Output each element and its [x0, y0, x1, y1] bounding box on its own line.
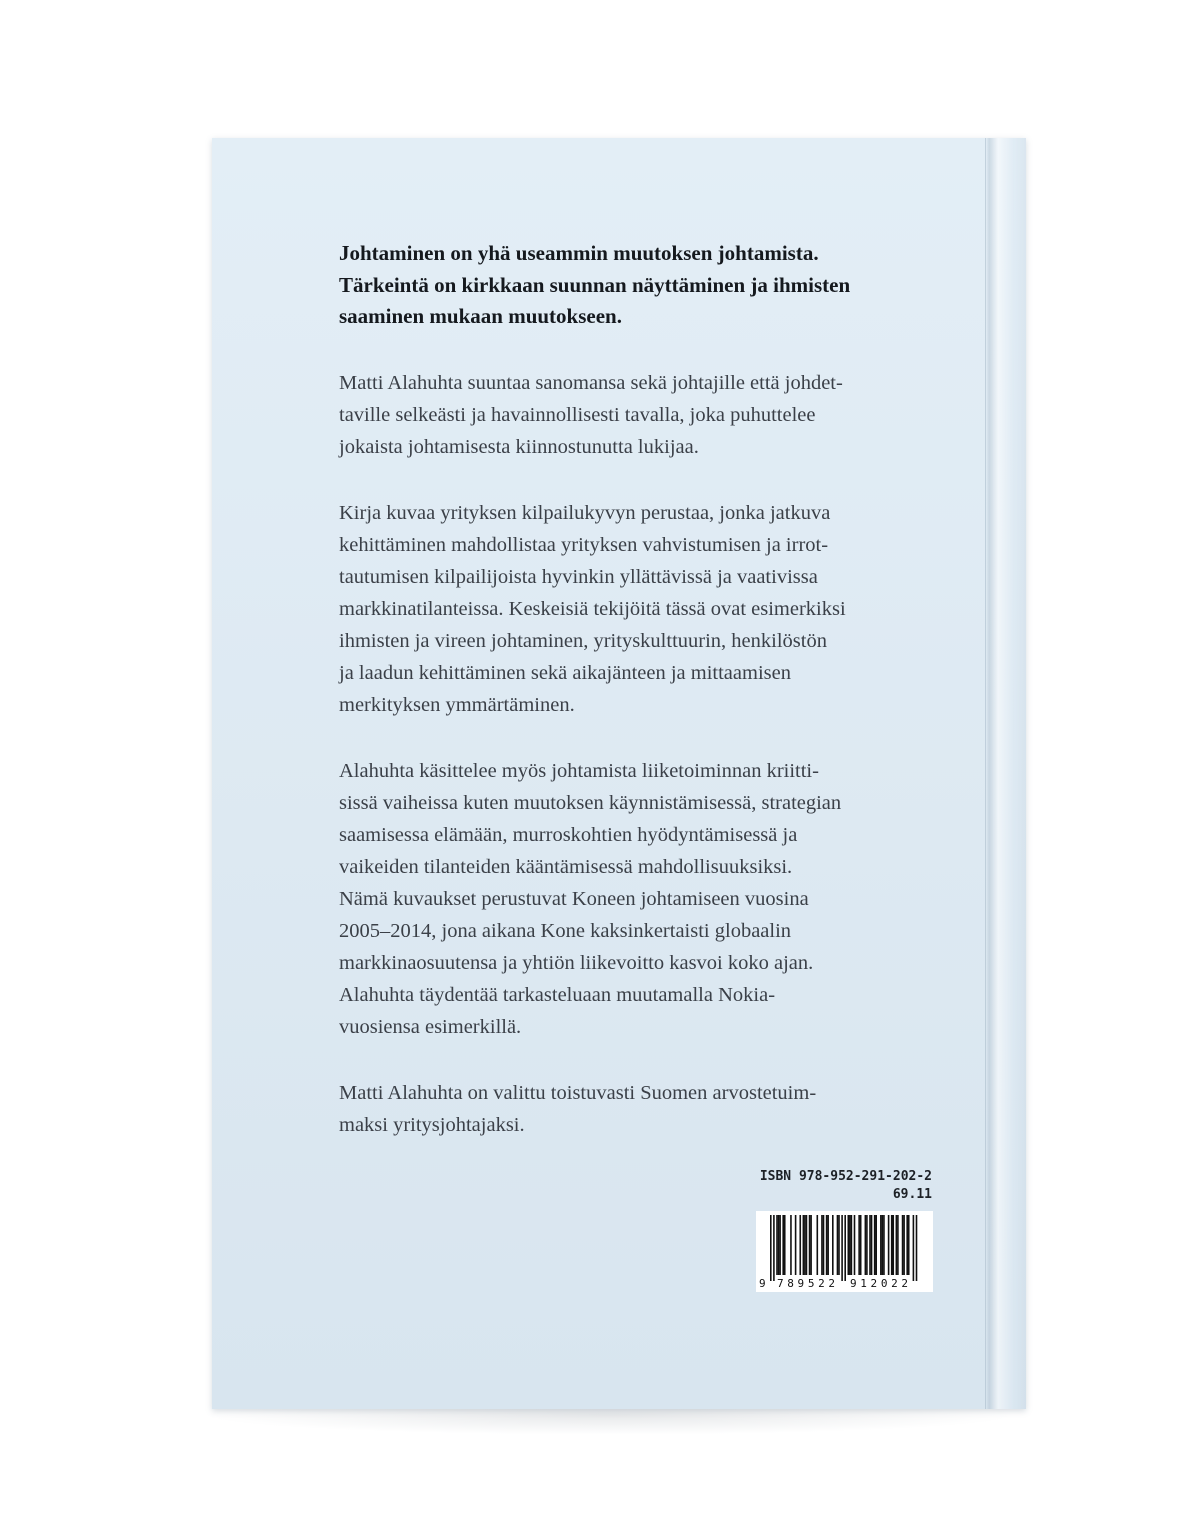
barcode-bar: [844, 1215, 846, 1281]
barcode: [756, 1211, 933, 1292]
text-line: ihmisten ja vireen johtaminen, yrityskulttuurin, henkilöstön: [339, 629, 827, 652]
text-line: saamisessa elämään, murroskohtien hyödyntämisessä ja: [339, 823, 798, 846]
barcode-bar: [896, 1215, 898, 1275]
cover-hinge: [985, 138, 1026, 1409]
text-line: Matti Alahuhta on valittu toistuvasti Suomen arvostetuim-: [339, 1081, 817, 1104]
barcode-bar: [908, 1215, 910, 1275]
isbn-block: [752, 1168, 932, 1204]
barcode-bar: [903, 1215, 905, 1275]
barcode-bar: [817, 1215, 819, 1275]
text-line: Nämä kuvaukset perustuvat Koneen johtamiseen vuosina: [339, 887, 809, 910]
barcode-bar: [888, 1215, 890, 1275]
barcode-bar: [860, 1215, 862, 1275]
barcode-bar: [848, 1215, 850, 1275]
barcode-bar: [784, 1215, 786, 1275]
lead-paragraph: [339, 238, 979, 333]
barcode-bar: [795, 1215, 797, 1275]
barcode-bar: [810, 1215, 812, 1275]
text-line: markkinaosuutensa ja yhtiön liikevoitto kasvoi koko ajan.: [339, 951, 814, 974]
paragraph-3: [339, 755, 979, 1043]
barcode-bar: [773, 1215, 775, 1281]
text-line: Kirja kuvaa yrityksen kilpailukyvyn perustaa, jonka jatkuva: [339, 501, 831, 524]
barcode-bar: [803, 1215, 805, 1275]
barcode-bar: [838, 1215, 840, 1275]
text-line: kehittäminen mahdollistaa yrityksen vahvistumisen ja irrot-: [339, 533, 829, 556]
barcode-bar: [913, 1215, 915, 1281]
barcode-bar: [790, 1215, 792, 1275]
barcode-graphic: [756, 1211, 933, 1292]
text-line: maksi yritysjohtajaksi.: [339, 1113, 525, 1136]
text-line: markkinatilanteissa. Keskeisiä tekijöitä tässä ovat esimerkiksi: [339, 597, 846, 620]
barcode-bar: [865, 1215, 867, 1275]
paragraph-2: [339, 497, 979, 721]
barcode-bar: [874, 1215, 876, 1275]
text-line: Matti Alahuhta suuntaa sanomansa sekä johtajille että johdet-: [339, 371, 843, 394]
barcode-bar: [849, 1215, 851, 1275]
barcode-bar: [799, 1215, 801, 1275]
barcode-bar: [821, 1215, 823, 1275]
barcode-bar: [804, 1215, 806, 1275]
barcode-bar: [906, 1215, 908, 1275]
barcode-bar: [837, 1215, 839, 1275]
barcode-bar: [902, 1215, 904, 1275]
barcode-bar: [826, 1215, 828, 1275]
barcode-lead-digit: 9: [759, 1277, 766, 1290]
barcode-bar: [880, 1215, 882, 1275]
barcode-bar: [827, 1215, 829, 1275]
text-line: tautumisen kilpailijoista hyvinkin yllättävissä ja vaativissa: [339, 565, 818, 588]
barcode-bar: [782, 1215, 784, 1275]
barcode-bar: [871, 1215, 873, 1275]
text-line: ja laadun kehittäminen sekä aikajänteen ja mittaamisen: [339, 661, 791, 684]
lead-line: Johtaminen on yhä useammin muutoksen johtamista.: [339, 241, 819, 265]
text-line: Alahuhta täydentää tarkasteluaan muutamalla Nokia-: [339, 983, 776, 1006]
text-line: vaikeiden tilanteiden kääntämisessä mahdollisuuksiksi.: [339, 855, 793, 878]
lead-line: saaminen mukaan muutokseen.: [339, 304, 622, 328]
barcode-bar: [823, 1215, 825, 1275]
barcode-bar: [841, 1215, 843, 1281]
barcode-bar: [883, 1215, 885, 1275]
barcode-bar: [891, 1215, 893, 1275]
barcode-bar: [809, 1215, 811, 1275]
barcode-bars: [770, 1215, 917, 1281]
lead-line: Tärkeintä on kirkkaan suunnan näyttäminen ja ihmisten: [339, 272, 851, 297]
barcode-bar: [875, 1215, 877, 1275]
barcode-right-digits: 912022: [850, 1277, 908, 1290]
barcode-bar: [851, 1215, 853, 1275]
barcode-bar: [832, 1215, 834, 1275]
text-line: taville selkeästi ja havainnollisesti tavalla, joka puhuttelee: [339, 403, 816, 426]
text-line: Alahuhta käsittelee myös johtamista liiketoiminnan kriitti-: [339, 759, 819, 782]
barcode-bar: [866, 1215, 868, 1275]
paragraph-1: [339, 367, 979, 463]
class-code: 69.11: [892, 1187, 932, 1202]
barcode-bar: [858, 1215, 860, 1275]
book-back-cover: [212, 138, 1026, 1409]
barcode-bar: [869, 1215, 871, 1275]
paragraph-4: [339, 1077, 979, 1141]
barcode-bar: [854, 1215, 856, 1275]
text-line: 2005–2014, jona aikana Kone kaksinkertaisti globaalin: [339, 919, 792, 942]
barcode-bar: [776, 1215, 778, 1275]
text-line: vuosiensa esimerkillä.: [339, 1015, 522, 1038]
barcode-bar: [779, 1215, 781, 1275]
barcode-bar: [778, 1215, 780, 1275]
cover-text: [339, 238, 979, 1175]
barcode-bar: [916, 1215, 918, 1281]
isbn-number: ISBN 978-952-291-202-2: [759, 1169, 932, 1184]
barcode-bar: [892, 1215, 894, 1275]
text-line: sissä vaiheissa kuten muutoksen käynnistämisessä, strategian: [339, 791, 842, 814]
text-line: merkityksen ymmärtäminen.: [339, 693, 575, 716]
barcode-bar: [882, 1215, 884, 1275]
barcode-left-digits: 789522: [777, 1277, 835, 1290]
text-line: jokaista johtamisesta kiinnostunutta lukijaa.: [339, 435, 699, 458]
barcode-bar: [770, 1215, 772, 1281]
barcode-bar: [806, 1215, 808, 1275]
barcode-bar: [897, 1215, 899, 1275]
